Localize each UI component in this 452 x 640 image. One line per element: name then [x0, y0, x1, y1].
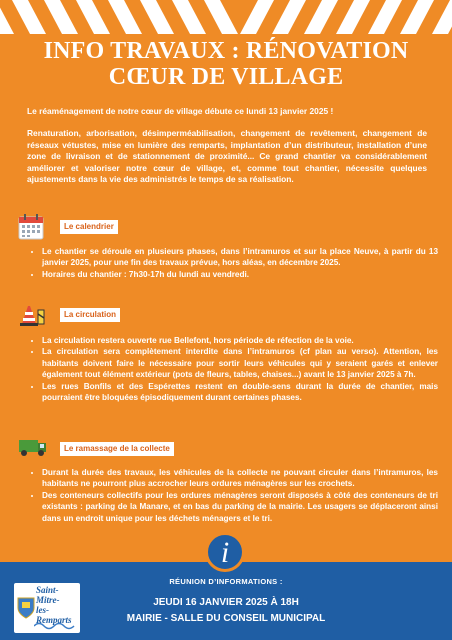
section-waste-label: Le ramassage de la collecte	[60, 442, 174, 456]
intro-paragraph: Renaturation, arborisation, désimperméabilisation, changement de revêtement, changement de réseaux vétustes, mise en lumière des remparts, implantation d’un distributeur, installation d’une zone de livraison et de stationnement de proximité... Ce grand chantier va considérablement améliorer et valoriser notre cœur de village, et, comme tout chantier, nécessite quelques ajustements dans la vie des administrés le temps de sa réalisation.	[27, 128, 427, 185]
list-item: • Durant la durée des travaux, les véhicules de la collecte ne pouvant circuler dans l’intramuros, les habitants ne pourront plus accrocher leurs ordures ménagères sur les crochets.	[42, 467, 438, 490]
meeting-place: MAIRIE - SALLE DU CONSEIL MUNICIPAL	[126, 613, 326, 624]
meeting-date: JEUDI 16 JANVIER 2025 À 18H	[153, 597, 299, 608]
section-calendar-label: Le calendrier	[60, 220, 118, 234]
page-title	[0, 38, 452, 90]
town-logo	[14, 583, 80, 633]
traffic-list	[30, 335, 438, 403]
info-icon: i	[205, 532, 245, 572]
list-item: • Horaires du chantier : 7h30-17h du lundi au vendredi.	[42, 269, 438, 280]
roadwork-icon	[18, 302, 46, 328]
lead-paragraph: Le réaménagement de notre cœur de village débute ce lundi 13 janvier 2025 !	[27, 106, 334, 116]
section-traffic-header	[18, 302, 138, 328]
meeting-label: RÉUNION D’INFORMATIONS :	[169, 577, 283, 586]
list-item: • Le chantier se déroule en plusieurs phases, dans l’intramuros et sur la place Neuve, à partir du 13 janvier 2025, pour une fin des travaux prévue, hors aléas, en décembre 2025.	[42, 246, 438, 269]
logo-line-1: Saint-Mitre-	[36, 585, 60, 605]
calendar-icon	[18, 214, 46, 240]
list-item: • La circulation restera ouverte rue Bellefont, hors période de réfection de la voie.	[42, 335, 438, 346]
roadwork-stripes	[0, 0, 452, 34]
section-waste-header	[18, 436, 218, 462]
list-item: • La circulation sera complètement interdite dans l’intramuros (cf plan au verso). Attention, les habitants doivent faire le nécessaire pour sortir leurs véhicules qui y seraient garés et enlever également tout élément extérieur (pots de fleurs, tables, chaises...) avant le 13 janvier 2025 à 7h.	[42, 346, 438, 380]
title-line-1: INFO TRAVAUX : RÉNOVATION	[43, 38, 409, 64]
list-item: • Des conteneurs collectifs pour les ordures ménagères seront disposés à côté des conteneurs de tri existants : parking de la Manare, et en bas du parking de la mairie. Les usagers se déplaceront ainsi dans un endroit unique pour les déchets ménagers et le tri.	[42, 490, 438, 524]
logo-line-2: les-Remparts	[36, 605, 72, 625]
garbage-truck-icon	[18, 436, 46, 462]
section-traffic-label: La circulation	[60, 308, 120, 322]
list-item: • Les rues Bonfils et des Espérettes restent en double-sens durant la durée de chantier, mais pourraient être bloquées épisodiquement durant certaines phases.	[42, 381, 438, 404]
title-line-2: CŒUR DE VILLAGE	[108, 64, 344, 90]
calendar-list	[30, 246, 438, 280]
waste-list	[30, 467, 438, 524]
section-calendar-header	[18, 214, 138, 240]
